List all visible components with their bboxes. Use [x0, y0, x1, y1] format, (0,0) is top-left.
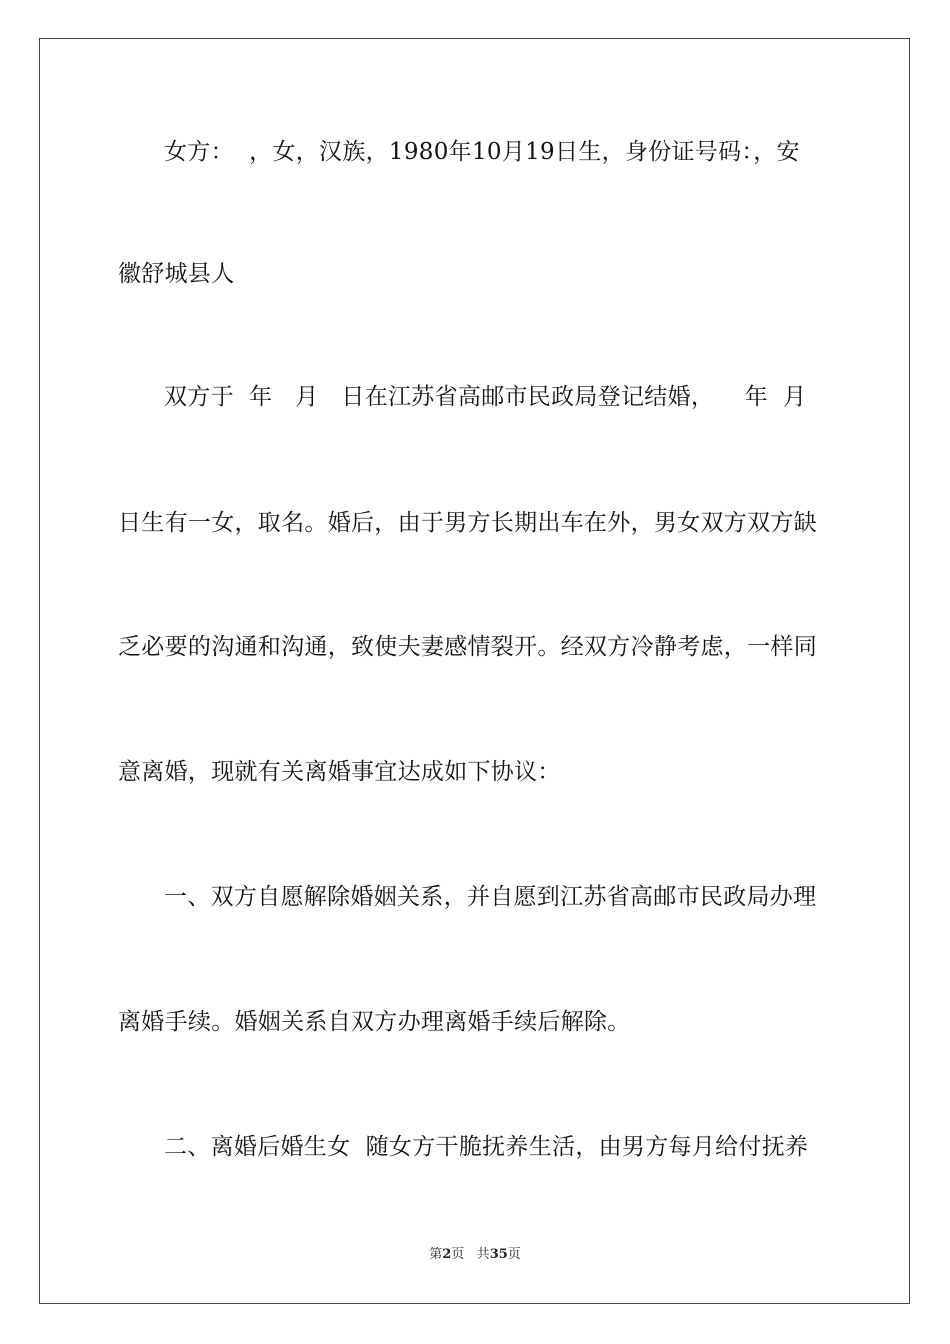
footer-total-pages: 35	[489, 1247, 508, 1262]
footer-total-prefix: 共	[476, 1247, 490, 1262]
text-line-5: 乏必要的沟通和沟通，致使夫妻感情裂开。经双方冷静考虑，一样同	[118, 634, 817, 660]
text-line-9: 二、离婚后婚生女 随女方干脆抚养生活，由男方每月给付抚养	[164, 1134, 809, 1160]
text-line-2: 徽舒城县人	[118, 261, 235, 287]
text-line-7: 一、双方自愿解除婚姻关系，并自愿到江苏省高邮市民政局办理	[164, 884, 817, 910]
page-footer	[0, 1246, 950, 1264]
footer-page-suffix: 页	[451, 1247, 465, 1262]
page-border	[39, 38, 910, 1304]
text-line-6: 意离婚，现就有关离婚事宜达成如下协议：	[118, 759, 561, 785]
text-line-3: 双方于 年 月 日在江苏省高邮市民政局登记结婚， 年 月	[164, 384, 807, 410]
footer-total-suffix: 页	[507, 1247, 521, 1262]
text-line-8: 离婚手续。婚姻关系自双方办理离婚手续后解除。	[118, 1009, 631, 1035]
footer-page-number: 2	[442, 1247, 452, 1262]
text-line-4: 日生有一女，取名。婚后，由于男方长期出车在外，男女双方双方缺	[118, 510, 817, 536]
footer-page-prefix: 第	[429, 1247, 443, 1262]
text-line-1: 女方： ，女，汉族，1980年10月19日生，身份证号码：，安	[164, 139, 800, 165]
